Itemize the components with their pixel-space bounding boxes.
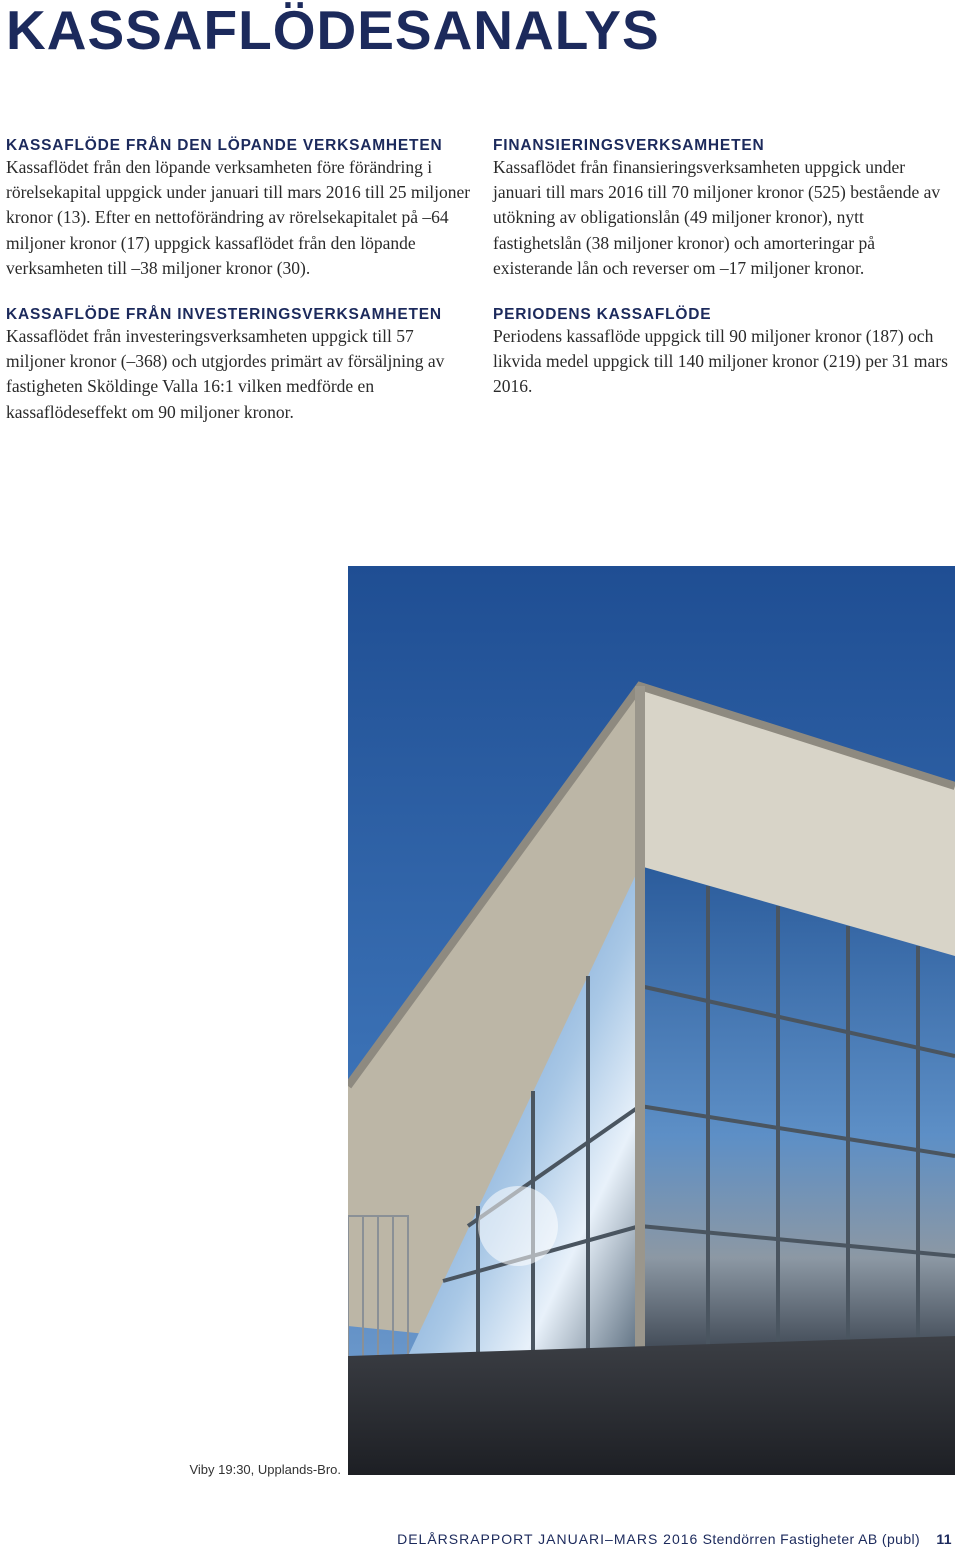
photo-caption: Viby 19:30, Upplands-Bro. xyxy=(189,1462,341,1477)
footer-company: Stendörren Fastigheter AB (publ) xyxy=(702,1531,921,1547)
left-column xyxy=(6,136,471,449)
section-heading-investing: KASSAFLÖDE FRÅN INVESTERINGSVERKSAMHETEN xyxy=(6,306,442,324)
page-footer xyxy=(397,1531,952,1547)
section-body-period: Periodens kassaflöde uppgick till 90 miljoner kronor (187) och likvida medel uppgick till 140 miljoner kronor (219) per 31 mars 2016. xyxy=(493,326,948,397)
section-heading-operating: KASSAFLÖDE FRÅN DEN LÖPANDE VERKSAMHETEN xyxy=(6,137,443,154)
section-body-financing: Kassaflödet från finansieringsverksamheten uppgick under januari till mars 2016 till 70 miljoner kronor (525) bestående av utökning av obligationslån (49 miljoner kronor), nytt fastighetslån (38 miljoner kronor) och amorteringar på existerande lån och reverser om –17 miljoner kronor. xyxy=(493,157,941,278)
page-number: 11 xyxy=(936,1531,952,1547)
building-illustration xyxy=(348,566,955,1475)
section-heading-period: PERIODENS KASSAFLÖDE xyxy=(493,306,712,324)
page-title: KASSAFLÖDESANALYS xyxy=(6,0,660,61)
building-photo xyxy=(348,566,955,1475)
section-body-investing: Kassaflödet från investeringsverksamheten uppgick till 57 miljoner kronor (–368) och utgjordes primärt av försäljning av fastigheten Sköldinge Valla 16:1 vilken medförde en kassaflödeseffekt om 90 miljoner kronor. xyxy=(6,326,445,422)
section-body-operating: Kassaflödet från den löpande verksamheten före förändring i rörelsekapital uppgick under januari till mars 2016 till 25 miljoner kronor (13). Efter en nettoförändring av rörelsekapitalet på –64 miljoner kronor (17) uppgick kassaflödet från den löpande verksamheten till –38 miljoner kronor (30). xyxy=(6,157,471,278)
footer-report-title: DELÅRSRAPPORT JANUARI–MARS 2016 xyxy=(397,1531,699,1547)
section-heading-financing: FINANSIERINGSVERKSAMHETEN xyxy=(493,137,765,154)
right-column xyxy=(493,136,955,424)
